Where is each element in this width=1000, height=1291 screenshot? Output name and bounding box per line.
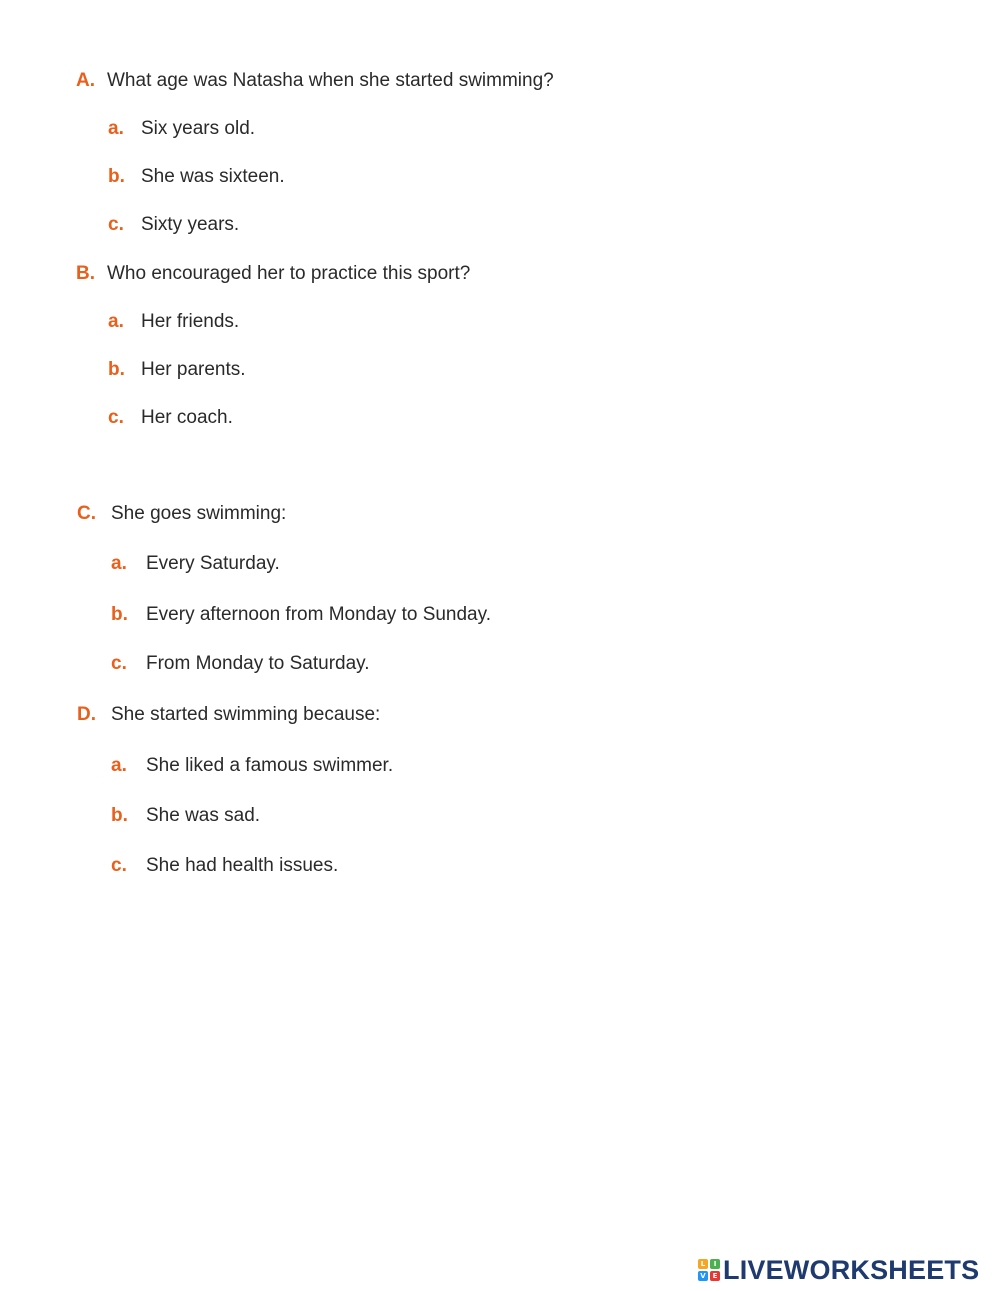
- brand-name: LIVEWORKSHEETS: [723, 1254, 980, 1285]
- option-text: Her parents.: [141, 359, 246, 380]
- logo-tile: I: [710, 1259, 720, 1269]
- option-a: [108, 117, 255, 141]
- option-marker: c.: [108, 214, 124, 235]
- option-marker: b.: [108, 359, 125, 380]
- question-c: [77, 502, 286, 526]
- option-text: From Monday to Saturday.: [146, 653, 370, 674]
- option-text: Six years old.: [141, 118, 256, 139]
- option-b: [111, 804, 260, 828]
- option-c: [108, 213, 239, 237]
- option-marker: c.: [108, 407, 124, 428]
- option-text: Her coach.: [141, 407, 233, 428]
- option-marker: b.: [111, 604, 128, 625]
- option-marker: c.: [111, 653, 127, 674]
- option-text: She was sad.: [146, 805, 261, 826]
- option-b: [111, 603, 491, 627]
- option-marker: b.: [108, 166, 125, 187]
- option-b: [108, 358, 246, 382]
- question-text: She goes swimming:: [111, 503, 287, 524]
- question-marker: D.: [77, 704, 96, 725]
- option-a: [108, 310, 239, 334]
- option-marker: a.: [108, 311, 124, 332]
- question-b: [76, 262, 470, 286]
- option-text: Every Saturday.: [146, 553, 280, 574]
- option-a: [111, 754, 393, 778]
- option-a: [111, 552, 280, 576]
- question-marker: A.: [76, 70, 95, 91]
- option-text: Every afternoon from Monday to Sunday.: [146, 604, 491, 625]
- option-text: Sixty years.: [141, 214, 240, 235]
- option-c: [108, 406, 233, 430]
- option-text: She liked a famous swimmer.: [146, 755, 394, 776]
- logo-tile: L: [698, 1259, 708, 1269]
- option-text: Her friends.: [141, 311, 240, 332]
- question-text: What age was Natasha when she started swimming?: [107, 70, 554, 91]
- question-marker: B.: [76, 263, 95, 284]
- option-marker: a.: [108, 118, 124, 139]
- option-b: [108, 165, 285, 189]
- option-marker: b.: [111, 805, 128, 826]
- option-text: She had health issues.: [146, 855, 339, 876]
- question-text: She started swimming because:: [111, 704, 381, 725]
- option-text: She was sixteen.: [141, 166, 285, 187]
- logo-tile: V: [698, 1271, 708, 1281]
- option-marker: c.: [111, 855, 127, 876]
- logo-tile: E: [710, 1271, 720, 1281]
- option-c: [111, 854, 338, 878]
- liveworksheets-logo-icon: [698, 1259, 720, 1281]
- question-a: [76, 69, 554, 93]
- option-c: [111, 652, 370, 676]
- question-text: Who encouraged her to practice this sport?: [107, 263, 471, 284]
- question-marker: C.: [77, 503, 96, 524]
- option-marker: a.: [111, 755, 127, 776]
- question-d: [77, 703, 380, 727]
- liveworksheets-brand[interactable]: [698, 1255, 979, 1285]
- option-marker: a.: [111, 553, 127, 574]
